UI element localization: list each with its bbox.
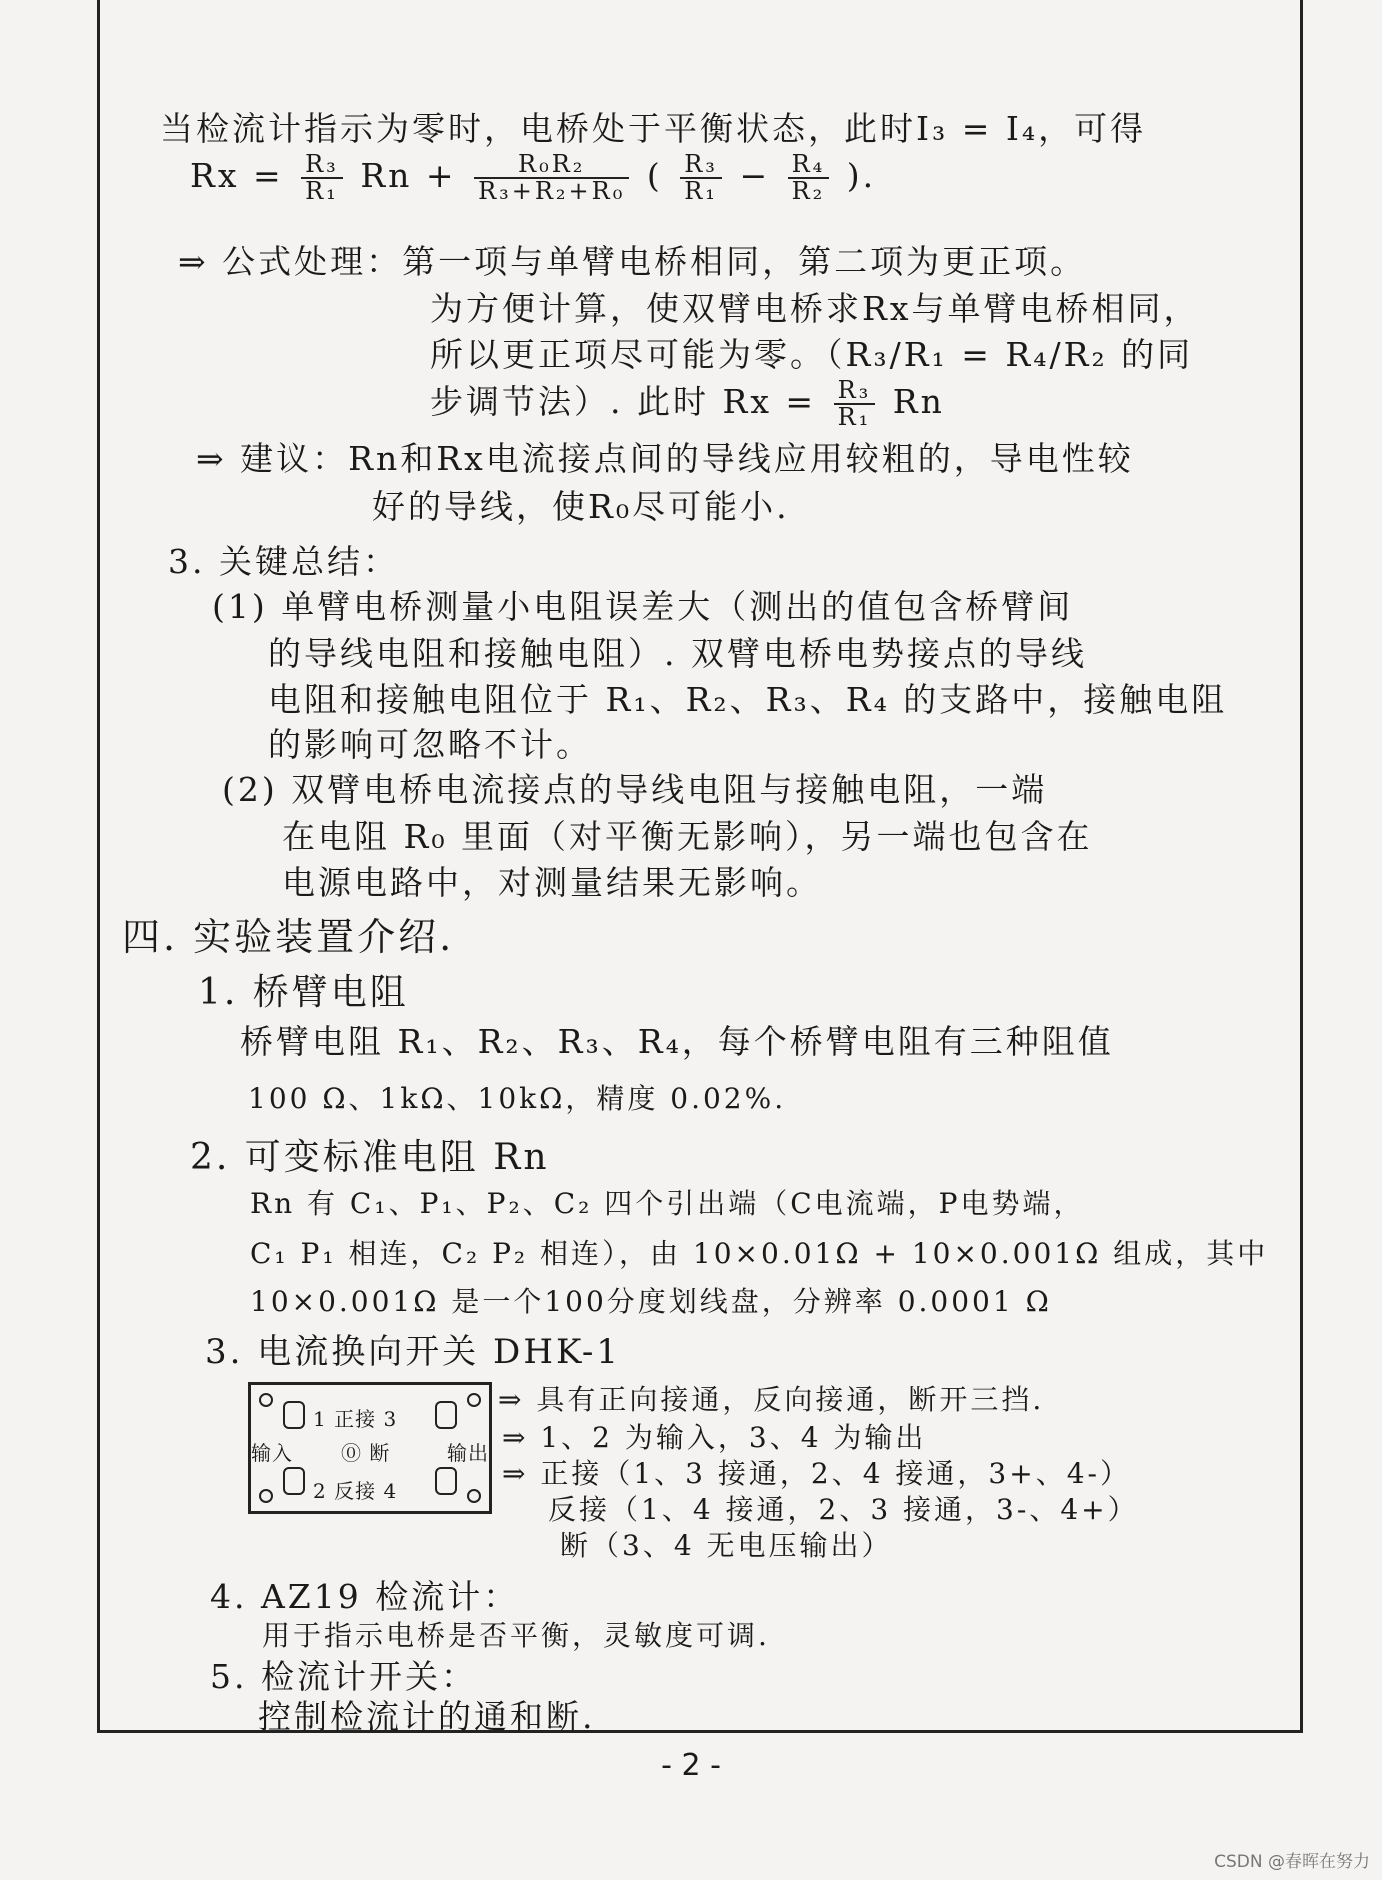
reversing-switch-diagram	[248, 1382, 492, 1514]
formula-rx-simplified: 步调节法）. 此时 Rx = $\frac{\text{R₃}}{\text{R₁}}$ Rn	[430, 376, 945, 432]
switch-label-off: ⓪ 断	[341, 1441, 391, 1465]
fraction-r3-r1-c: $\frac{\text{R₃}}{\text{R₁}}$	[834, 378, 876, 430]
fraction-r3-r1-b: $\frac{\text{R₃}}{\text{R₁}}$	[680, 152, 722, 204]
fraction-r4-r2: $\frac{\text{R₄}}{\text{R₂}}$	[788, 152, 830, 204]
watermark: CSDN @春晖在努力	[1214, 1852, 1370, 1872]
switch-label-input: 输入	[251, 1441, 293, 1465]
text-line: 桥臂电阻 R₁、R₂、R₃、R₄，每个桥臂电阻有三种阻值	[240, 1022, 1114, 1061]
fraction-correction: $\frac{\text{R₀R₂}}{\text{R₃+R₂+R₀}}$	[474, 152, 629, 204]
text-line: 的导线电阻和接触电阻）. 双臂电桥电势接点的导线	[268, 634, 1087, 673]
section-heading: 3. 关键总结：	[168, 542, 399, 581]
formula-lhs: Rx =	[190, 156, 284, 196]
terminal-bracket	[283, 1401, 305, 1429]
text-line: 在电阻 R₀ 里面（对平衡无影响），另一端也包含在	[282, 817, 1093, 856]
text-line: 的影响可忽略不计。	[268, 725, 592, 764]
text-line: (2) 双臂电桥电流接点的导线电阻与接触电阻，一端	[222, 770, 1048, 809]
section-heading: 2. 可变标准电阻 Rn	[190, 1137, 550, 1178]
text-line: 好的导线，使R₀尽可能小.	[372, 487, 790, 526]
text-line: 断（3、4 无电压输出）	[560, 1529, 893, 1562]
section-heading: 4. AZ19 检流计：	[210, 1577, 520, 1616]
screw-hole	[259, 1393, 273, 1407]
section-heading: 1. 桥臂电阻	[198, 972, 409, 1013]
text-line: 反接（1、4 接通，2、3 接通，3-、4+）	[548, 1493, 1139, 1526]
formula-mid: Rn +	[360, 156, 457, 196]
fraction-r3-r1: $\frac{\text{R₃}}{\text{R₁}}$	[301, 152, 343, 204]
switch-label-output: 输出	[447, 1441, 489, 1465]
text-line: (1) 单臂电桥测量小电阻误差大（测出的值包含桥臂间	[212, 587, 1074, 626]
text-line: 电阻和接触电阻位于 R₁、R₂、R₃、R₄ 的支路中，接触电阻	[268, 680, 1228, 719]
text-line: ⇒ 建议：Rn和Rx电流接点间的导线应用较粗的，导电性较	[196, 439, 1134, 478]
section-heading: 5. 检流计开关：	[210, 1657, 477, 1696]
text-line: 为方便计算，使双臂电桥求Rx与单臂电桥相同，	[430, 289, 1200, 328]
text-line: 100 Ω、1kΩ、10kΩ，精度 0.02%.	[248, 1082, 787, 1115]
screw-hole	[467, 1489, 481, 1503]
text-line: C₁ P₁ 相连，C₂ P₂ 相连），由 10×0.01Ω + 10×0.001Ω 组成，其中	[250, 1237, 1269, 1270]
page-number: - 2 -	[661, 1748, 721, 1783]
text-line: ⇒ 具有正向接通，反向接通，断开三挡.	[498, 1383, 1045, 1416]
text-line: 控制检流计的通和断.	[258, 1697, 596, 1736]
formula-rx: Rx = $\frac{\text{R₃}}{\text{R₁}}$ Rn + $\frac{\text{R₀R₂}}{\text{R₃+R₂+R₀}}$ ( $\frac{\text{R₃}}{\text{R₁}}$ − $\frac{\text{R₄}}{\text{R₂}}$ ).	[190, 150, 877, 206]
text-line: ⇒ 正接（1、3 接通，2、4 接通，3+、4-）	[502, 1457, 1131, 1490]
switch-label-forward: 1 正接 3	[313, 1407, 398, 1431]
text-line: 10×0.001Ω 是一个100分度划线盘，分辨率 0.0001 Ω	[250, 1285, 1052, 1318]
screw-hole	[259, 1489, 273, 1503]
screw-hole	[467, 1393, 481, 1407]
text-line: 所以更正项尽可能为零。（R₃/R₁ = R₄/R₂ 的同	[430, 335, 1194, 374]
chapter-heading: 四. 实验装置介绍.	[122, 915, 455, 959]
text-line: ⇒ 公式处理：第一项与单臂电桥相同，第二项为更正项。	[178, 242, 1087, 281]
text-line: 电源电路中，对测量结果无影响。	[282, 863, 822, 902]
text-line: Rn 有 C₁、P₁、P₂、C₂ 四个引出端（C电流端，P电势端，	[250, 1187, 1085, 1220]
switch-label-reverse: 2 反接 4	[313, 1479, 398, 1503]
terminal-bracket	[435, 1401, 457, 1429]
section-heading: 3. 电流换向开关 DHK-1	[205, 1332, 622, 1372]
terminal-bracket	[283, 1467, 305, 1495]
text-line: ⇒ 1、2 为输入，3、4 为输出	[502, 1421, 927, 1454]
text-line: 当检流计指示为零时，电桥处于平衡状态，此时I₃ = I₄，可得	[160, 109, 1147, 148]
text-line: 用于指示电桥是否平衡，灵敏度可调.	[262, 1619, 770, 1652]
terminal-bracket	[435, 1467, 457, 1495]
